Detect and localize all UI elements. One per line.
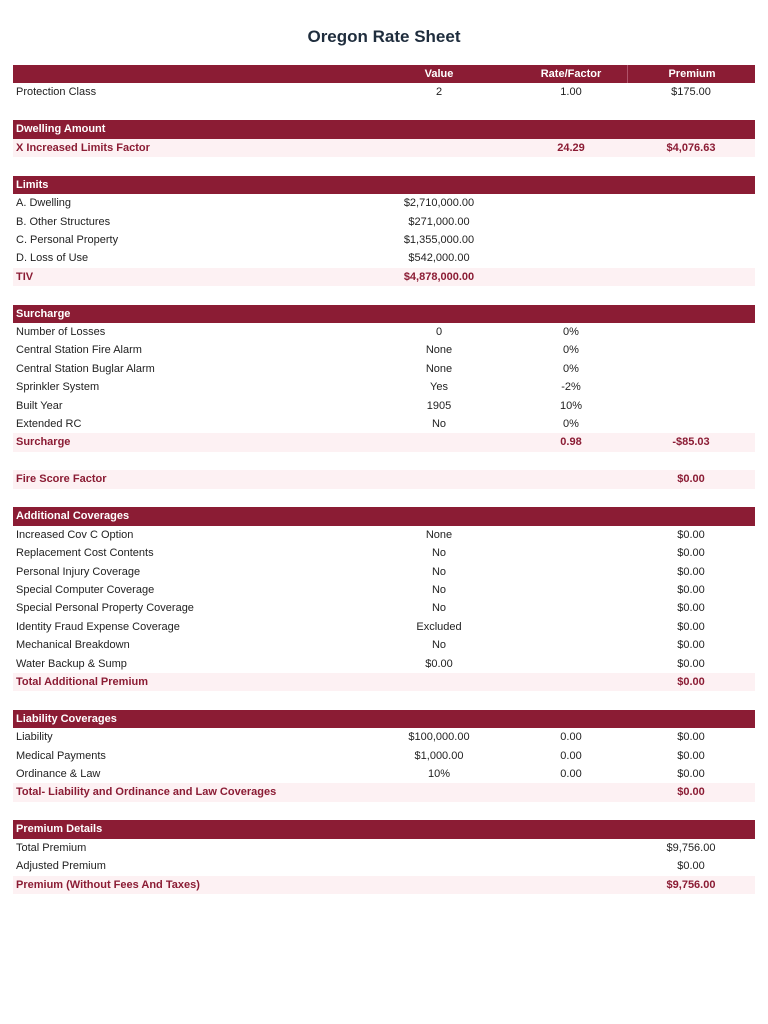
row-rate: 0% — [563, 326, 579, 339]
row-premium: $0.00 — [677, 860, 705, 873]
row-premium: $0.00 — [677, 749, 705, 762]
row-premium: $4,076.63 — [666, 141, 716, 154]
row-value: $1,355,000.00 — [403, 233, 475, 246]
limits-row — [13, 213, 755, 231]
surcharge-row — [13, 341, 755, 359]
row-rate: 0.98 — [560, 436, 582, 449]
row-label: Water Backup & Sump — [16, 657, 127, 670]
row-label: Mechanical Breakdown — [16, 639, 130, 652]
premium-total-row — [13, 876, 755, 894]
liability-row — [13, 747, 755, 765]
row-label: B. Other Structures — [16, 215, 111, 228]
row-rate: 0% — [563, 362, 579, 375]
limits-header — [13, 176, 755, 194]
section-title: Dwelling Amount — [16, 123, 106, 136]
additional-coverage-row — [13, 544, 755, 562]
liability-coverages-header — [13, 710, 755, 728]
additional-total-row — [13, 673, 755, 691]
row-premium: $0.00 — [677, 768, 705, 781]
row-label: Surcharge — [16, 436, 71, 449]
row-label: Built Year — [16, 399, 63, 412]
surcharge-header — [13, 305, 755, 323]
row-value: $100,000.00 — [408, 731, 470, 744]
row-label: Premium (Without Fees And Taxes) — [16, 878, 200, 891]
row-label: C. Personal Property — [16, 233, 119, 246]
row-value: $542,000.00 — [408, 252, 470, 265]
row-value: $271,000.00 — [408, 215, 470, 228]
row-premium: $0.00 — [677, 675, 705, 688]
rate-sheet-table — [13, 65, 755, 894]
row-label: Sprinkler System — [16, 381, 100, 394]
row-value: None — [425, 528, 453, 541]
section-title: Surcharge — [16, 307, 71, 320]
row-label: Personal Injury Coverage — [16, 565, 141, 578]
surcharge-row — [13, 323, 755, 341]
row-label: Special Computer Coverage — [16, 583, 155, 596]
row-premium: $175.00 — [671, 86, 711, 99]
section-title: Limits — [16, 178, 49, 191]
premium-column-header: Premium — [627, 65, 756, 83]
row-label: Adjusted Premium — [16, 860, 106, 873]
row-label: Ordinance & Law — [16, 768, 101, 781]
row-premium: $0.00 — [677, 565, 705, 578]
row-value: $1,000.00 — [414, 749, 464, 762]
premium-detail-row — [13, 839, 755, 857]
row-value: 0 — [435, 326, 443, 339]
row-label: Medical Payments — [16, 749, 106, 762]
row-value: $4,878,000.00 — [403, 270, 475, 283]
row-value: 2 — [435, 86, 443, 99]
row-value: $0.00 — [425, 657, 453, 670]
row-value: 10% — [427, 768, 451, 781]
rate-column-header: Rate/Factor — [540, 68, 602, 80]
row-rate: 1.00 — [560, 86, 582, 99]
row-label: Total Additional Premium — [16, 675, 149, 688]
row-premium: $9,756.00 — [666, 841, 716, 854]
row-label: Central Station Buglar Alarm — [16, 362, 155, 375]
row-value: 1905 — [426, 399, 452, 412]
row-label: Extended RC — [16, 418, 82, 431]
row-label: Special Personal Property Coverage — [16, 602, 194, 615]
row-premium: $0.00 — [677, 657, 705, 670]
increased-limits-row — [13, 139, 755, 157]
row-rate: -2% — [561, 381, 581, 394]
row-premium: $0.00 — [677, 731, 705, 744]
row-value: Excluded — [416, 620, 462, 633]
row-label: Total Premium — [16, 841, 87, 854]
row-premium: $0.00 — [677, 786, 705, 799]
row-value: None — [425, 344, 453, 357]
additional-coverage-row — [13, 599, 755, 617]
row-premium: $9,756.00 — [666, 878, 716, 891]
row-label: Number of Losses — [16, 326, 106, 339]
row-premium: $0.00 — [677, 639, 705, 652]
tiv-total-row — [13, 268, 755, 286]
row-rate: 0.00 — [560, 731, 582, 744]
surcharge-row — [13, 415, 755, 433]
row-premium: -$85.03 — [672, 436, 710, 449]
row-value: No — [431, 547, 447, 560]
additional-coverage-row — [13, 581, 755, 599]
protection-class-row — [13, 83, 755, 101]
row-label: Identity Fraud Expense Coverage — [16, 620, 180, 633]
row-label: Fire Score Factor — [16, 473, 107, 486]
row-premium: $0.00 — [677, 602, 705, 615]
dwelling-amount-header — [13, 120, 755, 138]
row-label: Protection Class — [16, 86, 97, 99]
row-value: No — [431, 418, 447, 431]
liability-row — [13, 728, 755, 746]
section-title: Liability Coverages — [16, 712, 117, 725]
row-label: Total- Liability and Ordinance and Law Coverages — [16, 786, 277, 799]
row-value: None — [425, 362, 453, 375]
additional-coverage-row — [13, 563, 755, 581]
fire-score-row — [13, 470, 755, 488]
section-title: Additional Coverages — [16, 510, 130, 523]
row-value: $2,710,000.00 — [403, 197, 475, 210]
row-premium: $0.00 — [677, 528, 705, 541]
row-label: Liability — [16, 731, 53, 744]
premium-detail-row — [13, 857, 755, 875]
section-title: Premium Details — [16, 823, 103, 836]
row-rate: 10% — [559, 399, 583, 412]
row-rate: 0% — [563, 418, 579, 431]
row-premium: $0.00 — [677, 620, 705, 633]
row-rate: 0.00 — [560, 768, 582, 781]
page-title: Oregon Rate Sheet — [307, 27, 461, 46]
surcharge-total-row — [13, 433, 755, 451]
row-premium: $0.00 — [677, 547, 705, 560]
surcharge-row — [13, 378, 755, 396]
surcharge-row — [13, 397, 755, 415]
surcharge-row — [13, 360, 755, 378]
row-value: No — [431, 639, 447, 652]
limits-row — [13, 249, 755, 267]
liability-row — [13, 765, 755, 783]
row-value: No — [431, 602, 447, 615]
additional-coverage-row — [13, 526, 755, 544]
additional-coverage-row — [13, 655, 755, 673]
row-label: Increased Cov C Option — [16, 528, 134, 541]
additional-coverage-row — [13, 636, 755, 654]
row-label: A. Dwelling — [16, 197, 72, 210]
additional-coverages-header — [13, 507, 755, 525]
row-label: TIV — [16, 270, 34, 283]
row-label: X Increased Limits Factor — [16, 141, 150, 154]
limits-row — [13, 231, 755, 249]
row-premium: $0.00 — [677, 583, 705, 596]
row-label: D. Loss of Use — [16, 252, 89, 265]
row-value: Yes — [430, 381, 448, 394]
row-premium: $0.00 — [677, 473, 705, 486]
row-label: Central Station Fire Alarm — [16, 344, 142, 357]
column-header-row — [13, 65, 755, 83]
row-value: No — [431, 565, 447, 578]
row-label: Replacement Cost Contents — [16, 547, 154, 560]
additional-coverage-row — [13, 618, 755, 636]
value-column-header: Value — [424, 68, 454, 80]
row-value: No — [431, 583, 447, 596]
row-rate: 0.00 — [560, 749, 582, 762]
limits-row — [13, 194, 755, 212]
liability-total-row — [13, 783, 755, 801]
row-rate: 0% — [563, 344, 579, 357]
row-rate: 24.29 — [557, 141, 585, 154]
premium-details-header — [13, 820, 755, 838]
